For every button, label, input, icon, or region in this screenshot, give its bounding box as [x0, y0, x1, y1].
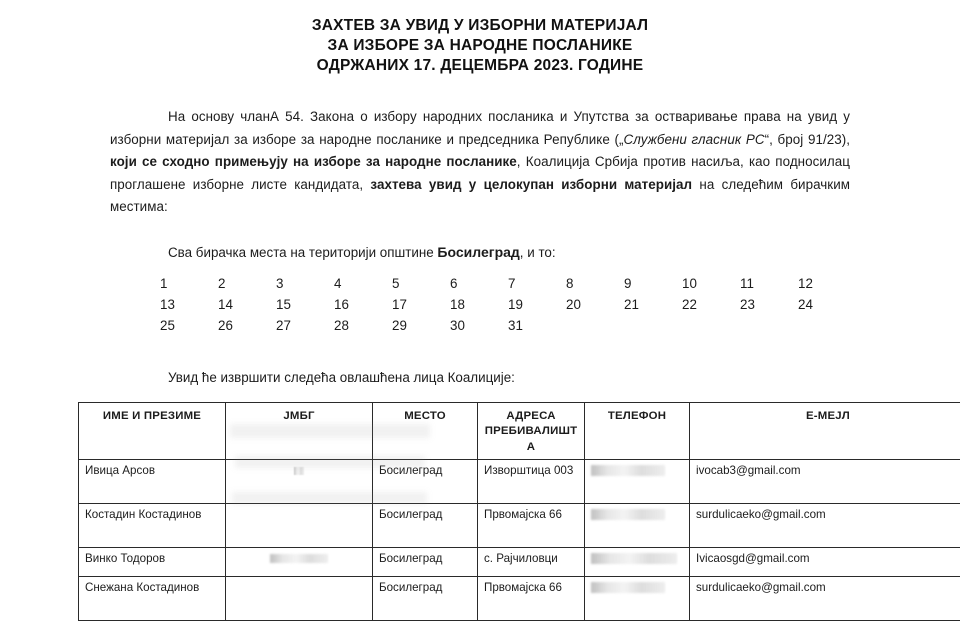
polling-number: 18: [450, 295, 508, 315]
authorized-persons-table: [78, 402, 960, 621]
cell-email: surdulicaeko@gmail.com: [690, 577, 960, 621]
cell-email: ivocab3@gmail.com: [690, 460, 960, 504]
table-body: [79, 460, 960, 621]
address-header-line-3: А: [527, 441, 535, 453]
cell-place: Босилеград: [373, 548, 478, 577]
document-title-block: [0, 0, 960, 76]
address-header-line-2: ПРЕБИВАЛИШТ: [485, 425, 578, 437]
polling-number: 6: [450, 274, 508, 294]
polling-number: 13: [160, 295, 218, 315]
polling-number: 31: [508, 316, 566, 336]
polling-number: 22: [682, 295, 740, 315]
cell-place: Босилеград: [373, 460, 478, 504]
page-title-line-1: ЗАХТЕВ ЗА УВИД У ИЗБОРНИ МАТЕРИЈАЛ: [0, 16, 960, 36]
polling-number: 21: [624, 295, 682, 315]
authorized-persons-intro: Увид ће извршити следећа овлашћена лица Коалиције:: [110, 368, 850, 388]
official-gazette-citation: Службени гласник РС: [624, 132, 765, 147]
redaction-mark: [591, 509, 665, 520]
column-header-name: ИМЕ И ПРЕЗИМЕ: [79, 402, 226, 460]
paragraph-emphasis-2: захтева увид у целокупан изборни материјал: [370, 177, 692, 192]
table-row: [79, 548, 960, 577]
redaction-mark: [270, 554, 328, 563]
cell-place: Босилеград: [373, 504, 478, 548]
paragraph-segment-1: На основу чланА 54. Закона о избору народних посланика и Упутства за остваривање права на увид у изборни материјал за изборе за народне посланике и председника Републике („: [110, 109, 850, 147]
table-header-row: [79, 402, 960, 460]
redaction-mark: [591, 582, 665, 593]
cell-email: surdulicaeko@gmail.com: [690, 504, 960, 548]
page-title-line-2: ЗА ИЗБОРЕ ЗА НАРОДНЕ ПОСЛАНИКЕ: [0, 36, 960, 56]
address-header-line-1: АДРЕСА: [506, 410, 555, 422]
cell-name: Ивица Арсов: [79, 460, 226, 504]
redaction-mark: [591, 553, 677, 564]
polling-number: 4: [334, 274, 392, 294]
polling-number: 15: [276, 295, 334, 315]
column-header-place: МЕСТО: [373, 402, 478, 460]
cell-jmbg: [226, 548, 373, 577]
polling-number: 11: [740, 274, 798, 294]
polling-number: 12: [798, 274, 856, 294]
polling-number: 17: [392, 295, 450, 315]
paragraph-segment-4: на следећим бирачким местима:: [110, 177, 850, 215]
column-header-address: [478, 402, 585, 460]
paragraph-segment-3: , Коалиција Србија против насиља, као подносилац проглашене изборне листе кандидата,: [110, 154, 850, 192]
polling-number: 9: [624, 274, 682, 294]
table-row: [79, 504, 960, 548]
cell-address: с. Рајчиловци: [478, 548, 585, 577]
cell-place: Босилеград: [373, 577, 478, 621]
table-row: [79, 577, 960, 621]
polling-number: 26: [218, 316, 276, 336]
polling-number: 20: [566, 295, 624, 315]
paragraph-segment-2: “, број 91/23),: [765, 132, 850, 147]
municipality-statement: [110, 242, 850, 263]
column-header-phone: ТЕЛЕФОН: [585, 402, 690, 460]
polling-number: 28: [334, 316, 392, 336]
cell-name: Снежана Костадинов: [79, 577, 226, 621]
polling-number: 27: [276, 316, 334, 336]
cell-address: Првомајска 66: [478, 577, 585, 621]
polling-number: 30: [450, 316, 508, 336]
redaction-mark: [591, 465, 665, 476]
cell-name: Винко Тодоров: [79, 548, 226, 577]
polling-number: 3: [276, 274, 334, 294]
cell-address: Првомајска 66: [478, 504, 585, 548]
cell-jmbg: [226, 504, 373, 548]
polling-number: 29: [392, 316, 450, 336]
cell-address: Изворштица 003: [478, 460, 585, 504]
polling-number: 14: [218, 295, 276, 315]
cell-phone: [585, 577, 690, 621]
polling-number: 10: [682, 274, 740, 294]
cell-jmbg: [226, 460, 373, 504]
cell-phone: [585, 460, 690, 504]
polling-number: 25: [160, 316, 218, 336]
column-header-jmbg: ЈМБГ: [226, 402, 373, 460]
polling-number: 23: [740, 295, 798, 315]
cell-email: Ivicaosgd@gmail.com: [690, 548, 960, 577]
column-header-email: Е-МЕЈЛ: [690, 402, 960, 460]
cell-phone: [585, 504, 690, 548]
polling-number: 7: [508, 274, 566, 294]
redaction-mark: [294, 467, 304, 475]
paragraph-emphasis-1: који се сходно примењују на изборе за народне посланике: [110, 154, 517, 169]
polling-number: 2: [218, 274, 276, 294]
polling-station-number-grid: [110, 274, 850, 336]
municipality-suffix: , и то:: [520, 245, 556, 260]
polling-number: 8: [566, 274, 624, 294]
polling-number: 19: [508, 295, 566, 315]
document-body: [110, 106, 850, 388]
municipality-prefix: Сва бирачка места на територији општине: [168, 245, 437, 260]
polling-number: 1: [160, 274, 218, 294]
page-title-line-3: ОДРЖАНИХ 17. ДЕЦЕМБРА 2023. ГОДИНЕ: [0, 56, 960, 76]
municipality-name: Босилеград: [437, 244, 519, 260]
table-row: [79, 460, 960, 504]
legal-basis-paragraph: [110, 106, 850, 219]
polling-number: 5: [392, 274, 450, 294]
cell-name: Костадин Костадинов: [79, 504, 226, 548]
polling-number: 16: [334, 295, 392, 315]
cell-jmbg: [226, 577, 373, 621]
table-header: [79, 402, 960, 460]
polling-number: 24: [798, 295, 856, 315]
cell-phone: [585, 548, 690, 577]
authorized-persons-table-wrap: [78, 402, 888, 621]
